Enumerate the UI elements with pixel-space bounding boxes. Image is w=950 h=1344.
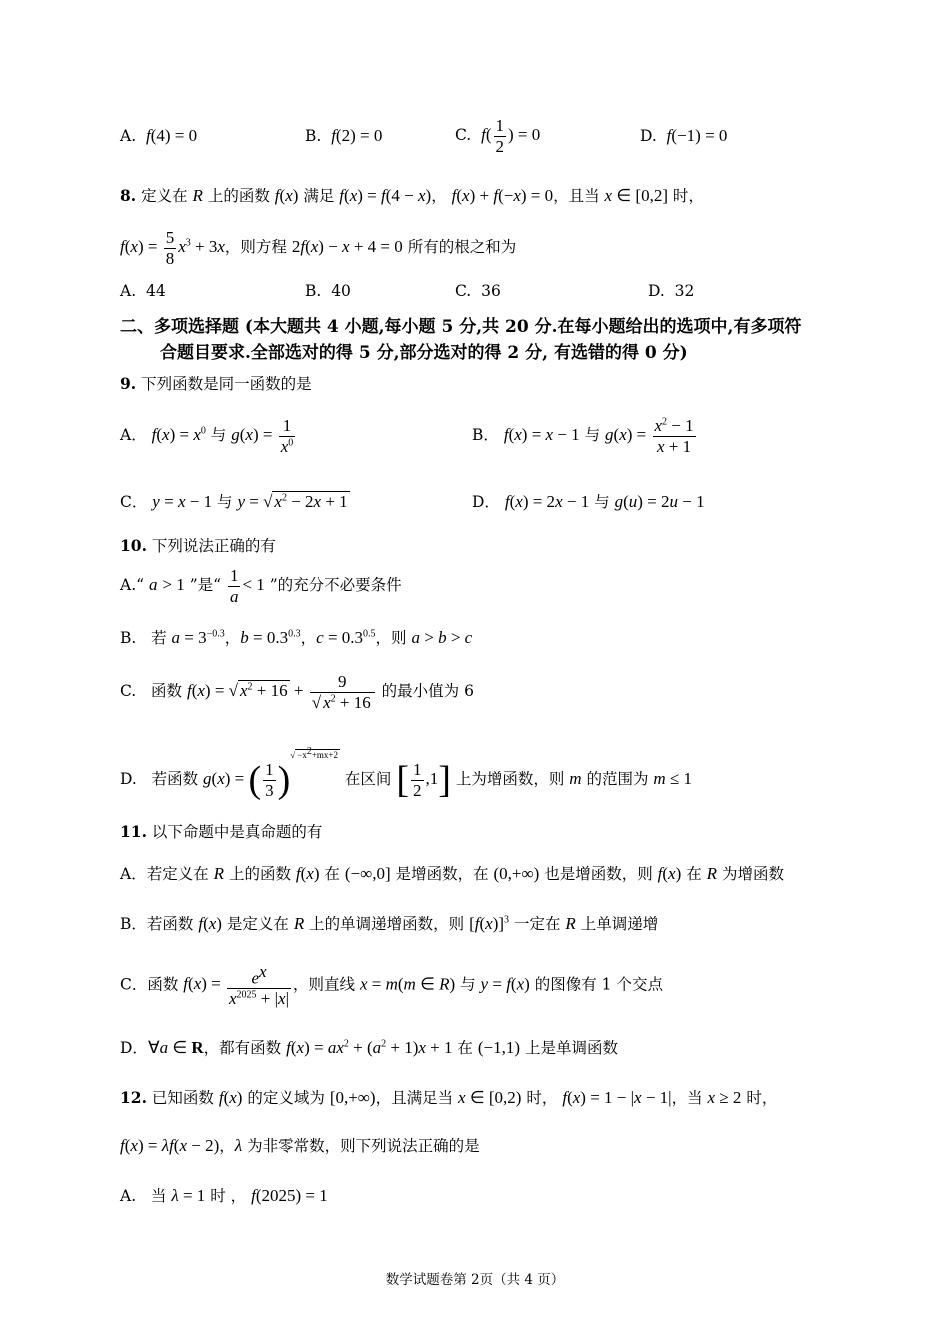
q7-option-b: B. f(2) = 0	[305, 126, 383, 145]
q9-option-a: A． $f(x) = x^0$ 与 g(x) = $\frac{1}{x^0}$	[120, 416, 294, 456]
q8-option-b: B. 40	[305, 282, 351, 300]
section-2-heading: 二、多项选择题 (本大题共 4 小题,每小题 5 分,共 20 分.在每小题给出的选项中,有多项符	[120, 317, 802, 337]
q8-option-d: D. 32	[648, 282, 695, 300]
q12-stem-line1: 12. 已知函数 f(x) 的定义域为 [0,+∞)，且满足当 x ∈ [0,2) 时， f(x) = 1 − |x − 1|，当 x ≥ 2 时，	[120, 1088, 778, 1107]
q7-option-c: C. f( $\frac{1}{2}$ ) = 0	[455, 116, 541, 156]
q10-option-d: D. 若函数 g(x) = ( $\frac{1}{3}$ )$^{√ -x^2+mx+2}$ 在区间 [ $\frac{1}{2}$ ,1] 上为增函数，则 m 的范围为 m ≤ 1	[120, 746, 693, 802]
q8-stem-line1: 8. 定义在 R 上的函数 f(x) 满足 f(x) = f(4 − x)， f(x) + f(−x) = 0，且当 x ∈ [0,2] 时，	[120, 186, 704, 205]
q11-option-d: D．∀a ∈ R，都有函数 $f(x) = ax^2 + (a^2 + 1)x + 1$ 在 (−1,1) 上是单调函数	[120, 1038, 618, 1057]
q12-option-a: A. 当 λ = 1 时 ， f(2025) = 1	[120, 1186, 328, 1205]
q8-option-a: A. 44	[120, 282, 166, 300]
q9-option-b: B． f(x) = x − 1 与 g(x) = $\frac{x^2 - 1}{x + 1}$	[472, 416, 694, 456]
page-footer: 数学试题卷第 2页（共 4 页）	[385, 1272, 565, 1288]
q7-option-a: A. f(4) = 0	[120, 126, 198, 145]
q11-option-c: C．函数 f(x) = $\frac{e^x}{x^{2025} + |x|}$ ，则直线 x = m(m ∈ R) 与 y = f(x) 的图像有 1 个交点	[120, 962, 663, 1009]
q11-stem: 11. 以下命题中是真命题的有	[120, 822, 323, 841]
q11-option-b: B．若函数 f(x) 是定义在 R 上的单调递增函数，则 $[f(x)]^3$ 一定在 R 上单调递增	[120, 914, 659, 933]
q9-stem: 9. 下列函数是同一函数的是	[120, 374, 312, 393]
section-2-heading-cont: 合题目要求.全部选对的得 5 分,部分选对的得 2 分, 有选错的得 0 分)	[160, 343, 688, 363]
q8-stem-line2: f(x) = $\frac{5}{8}$ $x^3 + 3x$，则方程 2f(x) − x + 4 = 0 所有的根之和为	[120, 228, 517, 268]
q11-option-a: A．若定义在 R 上的函数 f(x) 在 (−∞,0] 是增函数，在 (0,+∞) 也是增函数，则 f(x) 在 R 为增函数	[120, 864, 784, 883]
q10-option-b: B. 若 $a = 3^{-0.3}$，$b = 0.3^{0.3}$，$c = 0.3^{0.5}$，则 a > b > c	[120, 628, 473, 647]
q9-option-c: C． y = x − 1 与 y = √ $x^2 - 2x + 1$	[120, 492, 348, 511]
q10-option-c: C. 函数 f(x) = √ $x^2 + 16$ + $\frac{9}{√ x^2 + 16}$ 的最小值为 6	[120, 672, 474, 712]
q8-option-c: C. 36	[455, 282, 501, 300]
q10-stem: 10. 下列说法正确的有	[120, 536, 276, 555]
q10-option-a: A.“ a > 1 ”是“ $\frac{1}{a}$ < 1 ”的充分不必要条件	[120, 566, 402, 606]
q7-option-d: D. f(−1) = 0	[640, 126, 728, 145]
q9-option-d: D． f(x) = 2x − 1 与 g(u) = 2u − 1	[472, 492, 705, 511]
q12-stem-line2: f(x) = λf(x − 2)，λ 为非零常数，则下列说法正确的是	[120, 1136, 480, 1155]
